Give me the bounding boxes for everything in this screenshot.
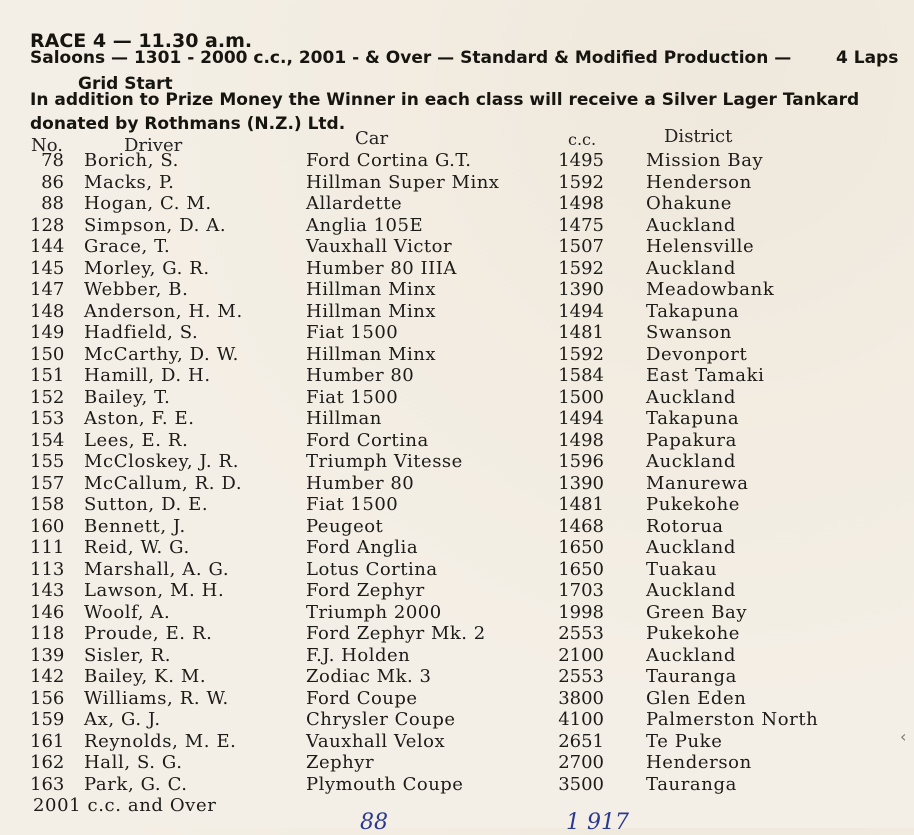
entry-row <box>0 236 914 258</box>
entry-number: 148 <box>30 300 65 322</box>
entry-car: Fiat 1500 <box>306 494 399 515</box>
entry-car: Ford Cortina <box>306 429 429 451</box>
entry-driver: Ax, G. J. <box>84 709 161 730</box>
entry-district: Tauranga <box>646 773 737 795</box>
entry-car: Humber 80 <box>306 365 415 386</box>
entry-car: Hillman Minx <box>306 279 437 300</box>
entry-car: Zephyr <box>306 752 375 773</box>
entry-car: Hillman Super Minx <box>306 171 500 193</box>
entry-driver: Hadfield, S. <box>84 322 199 343</box>
entry-car: Ford Zephyr <box>306 580 425 601</box>
entry-car: Plymouth Coupe <box>306 773 464 795</box>
column-header-district: District <box>664 126 733 147</box>
entry-driver: Hogan, C. M. <box>84 193 212 214</box>
entry-driver: Woolf, A. <box>84 601 171 623</box>
entry-number: 78 <box>41 150 64 171</box>
entry-district: Swanson <box>646 322 732 343</box>
entry-cc: 2553 <box>558 623 604 644</box>
entry-row <box>0 365 914 387</box>
entry-district: Pukekohe <box>646 494 741 515</box>
entry-district: East Tamaki <box>646 365 765 386</box>
entry-car: Peugeot <box>306 515 384 537</box>
entry-car: Humber 80 <box>306 472 415 494</box>
race-start-type: Grid Start <box>78 74 173 94</box>
entry-district: Auckland <box>646 537 736 558</box>
entry-car: Chrysler Coupe <box>306 709 456 730</box>
entry-car: Hillman Minx <box>306 343 437 365</box>
entry-district: Auckland <box>646 451 736 472</box>
column-header-cc: c.c. <box>568 130 597 149</box>
entry-row <box>0 602 914 624</box>
entry-cc: 1475 <box>558 214 604 236</box>
entry-driver: Anderson, H. M. <box>84 300 243 322</box>
entry-row <box>0 473 914 495</box>
entry-number: 150 <box>30 343 65 365</box>
entry-cc: 1468 <box>558 515 604 537</box>
entry-cc: 1584 <box>558 365 604 386</box>
entry-cc: 1998 <box>558 601 604 623</box>
entry-district: Ohakune <box>646 193 733 214</box>
entry-district: Rotorua <box>646 515 724 537</box>
entry-number: 149 <box>30 322 65 343</box>
entry-row <box>0 322 914 344</box>
entry-driver: Borich, S. <box>84 150 179 171</box>
entry-district: Auckland <box>646 214 736 236</box>
entry-cc: 2100 <box>558 644 604 666</box>
entry-number: 161 <box>30 730 65 752</box>
entry-district: Tuakau <box>646 558 718 580</box>
entry-district: Devonport <box>646 343 748 365</box>
entry-number: 156 <box>30 687 65 709</box>
entry-car: Triumph Vitesse <box>306 451 463 472</box>
entry-driver: Grace, T. <box>84 236 171 257</box>
column-header-car: Car <box>355 128 389 149</box>
entry-car: Triumph 2000 <box>306 601 442 623</box>
entry-driver: Bennett, J. <box>84 515 186 537</box>
entry-list <box>0 150 914 795</box>
handwritten-note: 1 917 <box>566 810 629 835</box>
entry-row <box>0 301 914 323</box>
entry-district: Takapuna <box>646 408 740 429</box>
entry-driver: Sutton, D. E. <box>84 494 209 515</box>
entry-cc: 4100 <box>558 709 604 730</box>
entry-driver: Hall, S. G. <box>84 752 183 773</box>
entry-number: 143 <box>30 580 65 601</box>
entry-district: Henderson <box>646 752 752 773</box>
entry-car: Vauxhall Victor <box>306 236 453 257</box>
entry-driver: Williams, R. W. <box>84 687 229 709</box>
entry-car: Ford Cortina G.T. <box>306 150 472 171</box>
entry-row <box>0 258 914 280</box>
entry-driver: Reynolds, M. E. <box>84 730 237 752</box>
entry-cc: 1481 <box>558 494 604 515</box>
handwritten-note: 88 <box>360 810 388 835</box>
entry-number: 118 <box>30 623 65 644</box>
entry-number: 139 <box>30 644 65 666</box>
entry-cc: 1592 <box>558 171 604 193</box>
entry-cc: 1481 <box>558 322 604 343</box>
entry-driver: Lawson, M. H. <box>84 580 225 601</box>
entry-row <box>0 645 914 667</box>
entry-row <box>0 172 914 194</box>
entry-driver: Bailey, T. <box>84 386 171 408</box>
entry-car: Lotus Cortina <box>306 558 438 580</box>
entry-number: 128 <box>30 214 65 236</box>
entry-number: 152 <box>30 386 65 408</box>
entry-row <box>0 688 914 710</box>
entry-driver: Sisler, R. <box>84 644 172 666</box>
entry-number: 111 <box>30 537 65 558</box>
entry-cc: 1498 <box>558 429 604 451</box>
entry-cc: 3800 <box>558 687 604 709</box>
entry-driver: McCloskey, J. R. <box>84 451 240 472</box>
entry-row <box>0 387 914 409</box>
entry-row <box>0 408 914 430</box>
entry-cc: 3500 <box>558 773 604 795</box>
entry-cc: 1650 <box>558 537 604 558</box>
entry-car: Fiat 1500 <box>306 322 399 343</box>
entry-driver: Reid, W. G. <box>84 537 190 558</box>
entry-driver: Simpson, D. A. <box>84 214 227 236</box>
entry-driver: McCarthy, D. W. <box>84 343 239 365</box>
entry-number: 163 <box>30 773 65 795</box>
entry-district: Auckland <box>646 644 736 666</box>
entry-number: 145 <box>30 257 65 279</box>
entry-car: Humber 80 IIIA <box>306 257 457 279</box>
entry-driver: Marshall, A. G. <box>84 558 230 580</box>
column-header-driver: Driver <box>124 135 183 156</box>
entry-cc: 1494 <box>558 408 604 429</box>
entry-district: Pukekohe <box>646 623 741 644</box>
entry-cc: 1703 <box>558 580 604 601</box>
entry-driver: McCallum, R. D. <box>84 472 243 494</box>
entry-number: 144 <box>30 236 65 257</box>
entry-district: Papakura <box>646 429 737 451</box>
entry-number: 162 <box>30 752 65 773</box>
entry-number: 159 <box>30 709 65 730</box>
entry-car: Vauxhall Velox <box>306 730 446 752</box>
entry-driver: Hamill, D. H. <box>84 365 211 386</box>
entry-cc: 1500 <box>558 386 604 408</box>
entry-district: Palmerston North <box>646 709 819 730</box>
entry-district: Meadowbank <box>646 279 775 300</box>
entry-row <box>0 430 914 452</box>
entry-cc: 2553 <box>558 666 604 687</box>
entry-driver: Bailey, K. M. <box>84 666 207 687</box>
entry-row <box>0 666 914 688</box>
entry-district: Te Puke <box>646 730 723 752</box>
entry-driver: Lees, E. R. <box>84 429 189 451</box>
entry-car: Zodiac Mk. 3 <box>306 666 432 687</box>
entry-number: 86 <box>41 171 64 193</box>
entry-district: Tauranga <box>646 666 737 687</box>
entry-number: 151 <box>30 365 65 386</box>
entry-cc: 1494 <box>558 300 604 322</box>
entry-row <box>0 623 914 645</box>
race-title: RACE 4 — 11.30 a.m. <box>30 30 253 52</box>
entry-cc: 1650 <box>558 558 604 580</box>
entry-district: Auckland <box>646 257 736 279</box>
entry-row <box>0 731 914 753</box>
entry-cc: 2700 <box>558 752 604 773</box>
entry-row <box>0 774 914 796</box>
race-laps: 4 Laps <box>836 48 899 68</box>
entry-car: Anglia 105E <box>306 214 424 236</box>
entry-district: Helensville <box>646 236 755 257</box>
entry-car: Fiat 1500 <box>306 386 399 408</box>
entry-district: Henderson <box>646 171 752 193</box>
entry-cc: 1390 <box>558 472 604 494</box>
entry-row <box>0 150 914 172</box>
entry-district: Mission Bay <box>646 150 764 171</box>
entry-district: Auckland <box>646 580 736 601</box>
entry-car: Ford Anglia <box>306 537 419 558</box>
entry-driver: Proude, E. R. <box>84 623 213 644</box>
entry-cc: 1390 <box>558 279 604 300</box>
entry-number: 154 <box>30 429 65 451</box>
entry-number: 146 <box>30 601 65 623</box>
entry-car: Hillman Minx <box>306 300 437 322</box>
race-class-description: Saloons — 1301 - 2000 c.c., 2001 - & Over — Standard & Modified Production — <box>30 48 792 68</box>
entry-district: Manurewa <box>646 472 749 494</box>
entry-row <box>0 215 914 237</box>
entry-district: Takapuna <box>646 300 740 322</box>
entry-row <box>0 709 914 731</box>
entry-number: 160 <box>30 515 65 537</box>
entry-number: 88 <box>41 193 64 214</box>
class-footer-label: 2001 c.c. and Over <box>33 795 217 816</box>
entry-district: Green Bay <box>646 601 748 623</box>
entry-car: Ford Zephyr Mk. 2 <box>306 623 486 644</box>
entry-number: 157 <box>30 472 65 494</box>
entry-row <box>0 752 914 774</box>
entry-driver: Morley, G. R. <box>84 257 210 279</box>
entry-driver: Webber, B. <box>84 279 189 300</box>
entry-car: Ford Coupe <box>306 687 418 709</box>
entry-row <box>0 279 914 301</box>
entry-number: 155 <box>30 451 65 472</box>
entry-driver: Aston, F. E. <box>84 408 195 429</box>
entry-cc: 1596 <box>558 451 604 472</box>
entry-cc: 1495 <box>558 150 604 171</box>
entry-row <box>0 559 914 581</box>
prize-note-line1: In addition to Prize Money the Winner in each class will receive a Silver Lager Tankard <box>30 90 860 110</box>
entry-car: Allardette <box>306 193 403 214</box>
entry-driver: Macks, P. <box>84 171 175 193</box>
entry-driver: Park, G. C. <box>84 773 188 795</box>
entry-row <box>0 516 914 538</box>
entry-number: 158 <box>30 494 65 515</box>
entry-cc: 1498 <box>558 193 604 214</box>
entry-number: 153 <box>30 408 65 429</box>
entry-cc: 1592 <box>558 257 604 279</box>
entry-row <box>0 537 914 559</box>
entry-district: Auckland <box>646 386 736 408</box>
column-header-no: No. <box>31 135 63 156</box>
entry-cc: 1507 <box>558 236 604 257</box>
prize-note-line2: donated by Rothmans (N.Z.) Ltd. <box>30 114 346 134</box>
entry-number: 142 <box>30 666 65 687</box>
edge-mark-icon: ‹ <box>900 727 907 746</box>
entry-row <box>0 344 914 366</box>
entry-cc: 1592 <box>558 343 604 365</box>
entry-row <box>0 193 914 215</box>
entry-row <box>0 580 914 602</box>
entry-row <box>0 451 914 473</box>
entry-cc: 2651 <box>558 730 604 752</box>
entry-car: F.J. Holden <box>306 644 411 666</box>
entry-car: Hillman <box>306 408 382 429</box>
entry-district: Glen Eden <box>646 687 747 709</box>
entry-row <box>0 494 914 516</box>
entry-number: 113 <box>30 558 65 580</box>
entry-number: 147 <box>30 279 65 300</box>
